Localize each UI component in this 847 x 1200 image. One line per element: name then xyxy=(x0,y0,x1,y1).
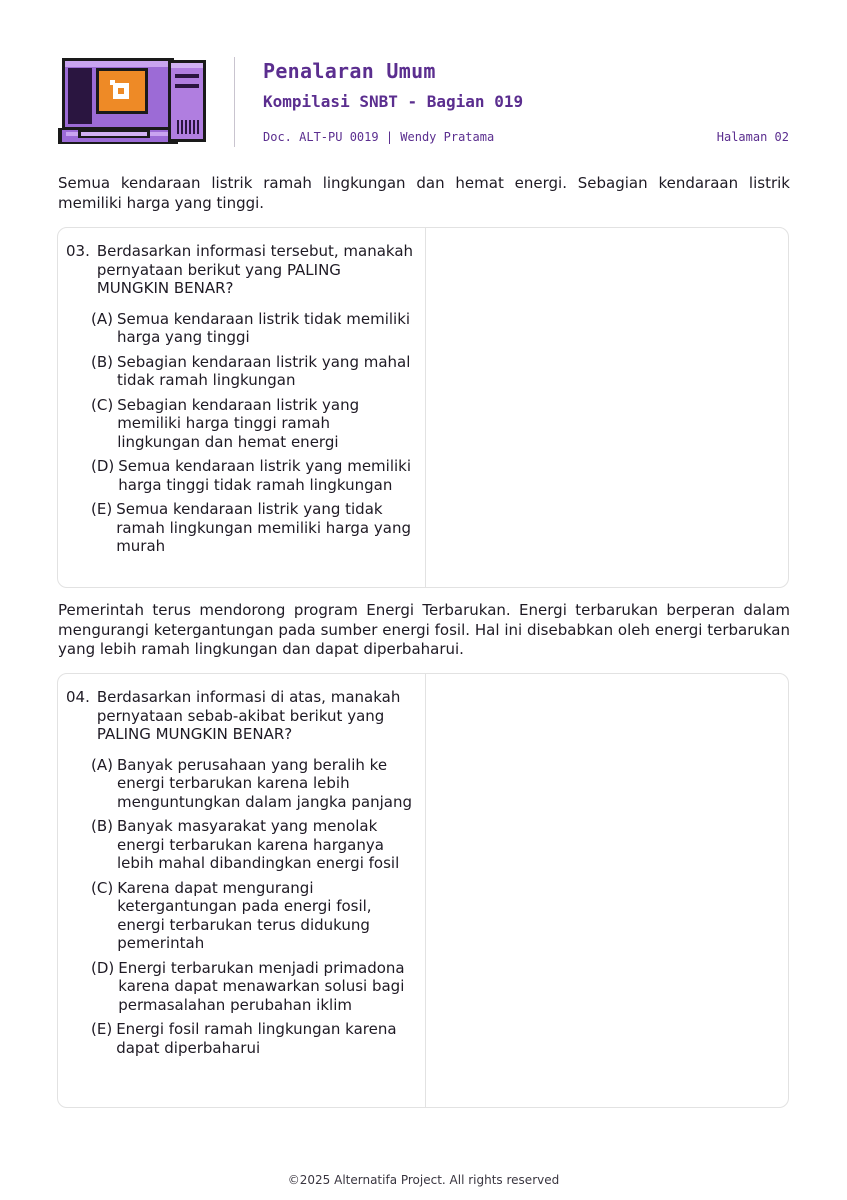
option-d[interactable] xyxy=(91,959,416,1015)
option-text: Banyak perusahaan yang beralih ke energi terbarukan karena lebih menguntungkan dalam jangka panjang xyxy=(116,755,412,811)
option-a[interactable] xyxy=(91,310,416,347)
option-a[interactable] xyxy=(91,756,416,812)
option-text: Sebagian kendaraan listrik yang memiliki harga tinggi ramah lingkungan dan hemat energi xyxy=(117,395,360,451)
question-number: 03. xyxy=(66,242,90,260)
question-04 xyxy=(66,688,416,1063)
question-card-03 xyxy=(57,227,789,588)
option-list xyxy=(66,756,416,1058)
passage-2: Pemerintah terus mendorong program Energi Terbarukan. Energi terbarukan berperan dalam mengurangi ketergantungan pada sumber energi fosil. Hal ini disebabkan oleh energi terbarukan yang lebih ramah lingkungan dan dapat diperbaharui. xyxy=(58,601,790,658)
option-e[interactable] xyxy=(91,500,416,556)
option-c[interactable] xyxy=(91,879,416,953)
option-text: Semua kendaraan listrik yang tidak ramah lingkungan memiliki harga yang murah xyxy=(116,500,411,555)
header-divider xyxy=(234,57,235,147)
retro-computer-logo xyxy=(56,58,208,146)
option-label: (B) xyxy=(91,352,113,371)
question-text: Berdasarkan informasi di atas, manakah pernyataan sebab-akibat berikut yang PALING MUNGKIN BENAR? xyxy=(96,688,401,743)
option-label: (D) xyxy=(91,958,115,977)
option-text: Karena dapat mengurangi ketergantungan pada energi fosil, energi terbarukan terus didukung pemerintah xyxy=(117,878,372,952)
option-label: (C) xyxy=(91,878,114,897)
question-text: Berdasarkan informasi tersebut, manakah pernyataan berikut yang PALING MUNGKIN BENAR? xyxy=(96,242,414,297)
option-label: (D) xyxy=(91,457,115,475)
option-text: Energi fosil ramah lingkungan karena dapat diperbaharui xyxy=(116,1020,397,1057)
option-text: Sebagian kendaraan listrik yang mahal tidak ramah lingkungan xyxy=(117,352,411,389)
option-label: (E) xyxy=(91,1020,113,1038)
question-stem xyxy=(66,688,416,744)
option-c[interactable] xyxy=(91,396,416,452)
option-label: (E) xyxy=(91,500,113,518)
copyright-footer: ©2025 Alternatifa Project. All rights reserved xyxy=(287,1173,560,1187)
question-03 xyxy=(66,242,416,562)
option-label: (A) xyxy=(91,755,113,774)
answer-area-divider xyxy=(425,674,426,1107)
option-b[interactable] xyxy=(91,353,416,390)
option-text: Energi terbarukan menjadi primadona karena dapat menawarkan solusi bagi permasalahan perubahan iklim xyxy=(118,958,405,1014)
option-b[interactable] xyxy=(91,817,416,873)
question-number: 04. xyxy=(66,688,90,706)
answer-area-divider xyxy=(425,228,426,587)
option-text: Banyak masyarakat yang menolak energi terbarukan karena harganya lebih mahal dibandingkan energi fosil xyxy=(117,817,400,872)
page-number: Halaman 02 xyxy=(716,130,789,144)
option-e[interactable] xyxy=(91,1020,416,1057)
document-info: Doc. ALT-PU 0019 | Wendy Pratama xyxy=(263,130,495,144)
option-d[interactable] xyxy=(91,457,416,494)
subject-title: Penalaran Umum xyxy=(263,59,436,83)
option-label: (B) xyxy=(91,817,113,835)
question-card-04 xyxy=(57,673,789,1108)
passage-1: Semua kendaraan listrik ramah lingkungan dan hemat energi. Sebagian kendaraan listrik memiliki harga yang tinggi. xyxy=(58,174,790,212)
option-label: (C) xyxy=(91,395,114,414)
compilation-subtitle: Kompilasi SNBT - Bagian 019 xyxy=(263,92,524,111)
option-text: Semua kendaraan listrik yang memiliki harga tinggi tidak ramah lingkungan xyxy=(118,457,412,494)
option-label: (A) xyxy=(91,309,113,328)
question-stem xyxy=(66,242,416,298)
option-list xyxy=(66,310,416,556)
option-text: Semua kendaraan listrik tidak memiliki harga yang tinggi xyxy=(116,309,411,346)
